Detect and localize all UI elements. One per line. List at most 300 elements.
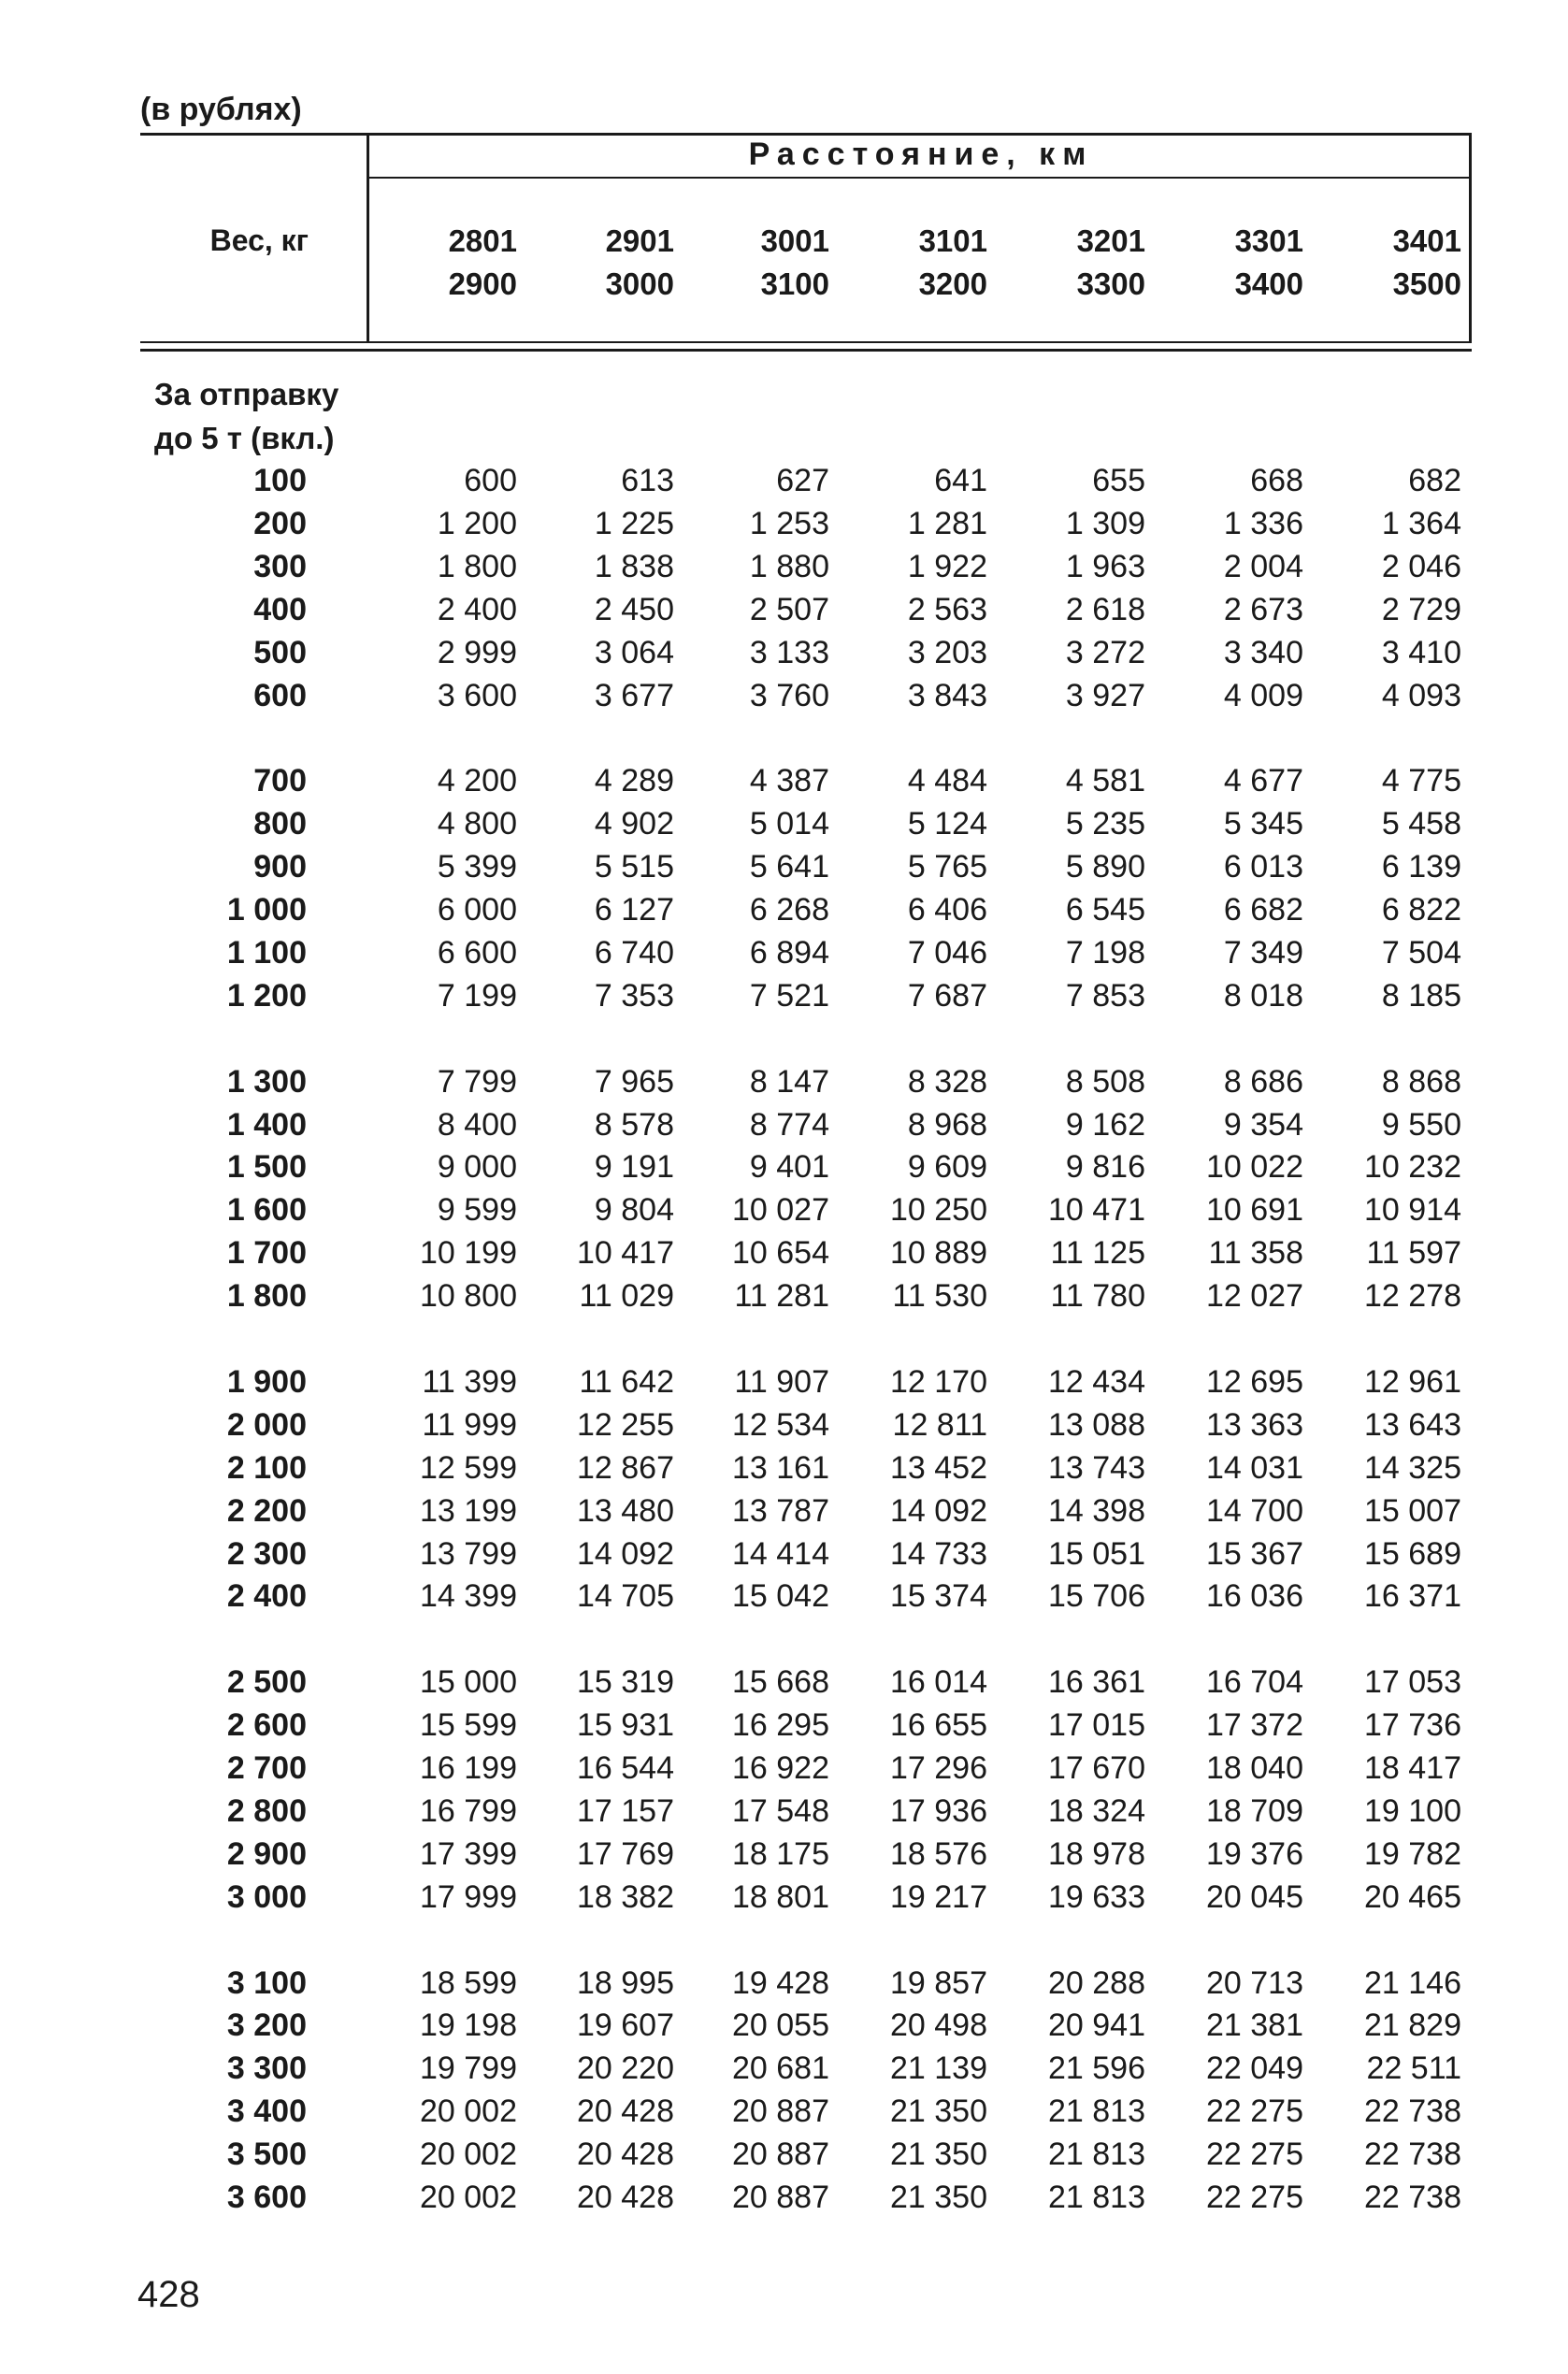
tariff-cell: 5 641 bbox=[749, 849, 829, 885]
distance-range-from: 3001 bbox=[760, 223, 829, 258]
section-label-line-2: до 5 т (вкл.) bbox=[154, 421, 335, 455]
tariff-cell: 8 686 bbox=[1223, 1063, 1303, 1100]
tariff-cell: 21 350 bbox=[890, 2137, 987, 2173]
tariff-cell: 20 428 bbox=[577, 2180, 674, 2215]
tariff-cell: 21 813 bbox=[1048, 2093, 1145, 2130]
tariff-cell: 8 328 bbox=[907, 1063, 987, 1100]
tariff-cell: 19 799 bbox=[420, 2050, 517, 2087]
tariff-cell: 1 309 bbox=[1065, 505, 1145, 541]
tariff-cell: 641 bbox=[934, 463, 987, 498]
tariff-cell: 14 092 bbox=[890, 1492, 987, 1529]
tariff-cell: 4 200 bbox=[437, 763, 517, 799]
tariff-cell: 15 042 bbox=[732, 1578, 829, 1615]
distance-range-from: 3101 bbox=[918, 223, 987, 258]
tariff-cell: 14 325 bbox=[1364, 1449, 1461, 1486]
tariff-cell: 21 381 bbox=[1206, 2007, 1303, 2044]
tariff-cell: 15 319 bbox=[577, 1664, 674, 1701]
tariff-cell: 12 027 bbox=[1206, 1278, 1303, 1315]
tariff-cell: 4 902 bbox=[594, 806, 674, 842]
weight-cell: 300 bbox=[253, 548, 307, 584]
weight-cell: 2 100 bbox=[226, 1449, 307, 1486]
tariff-cell: 22 049 bbox=[1206, 2050, 1303, 2087]
tariff-cell: 17 399 bbox=[420, 1835, 517, 1872]
tariff-cell: 1 963 bbox=[1065, 548, 1145, 584]
weight-cell: 3 100 bbox=[226, 1964, 307, 2001]
tariff-cell: 15 706 bbox=[1048, 1578, 1145, 1615]
tariff-cell: 15 007 bbox=[1364, 1492, 1461, 1529]
tariff-cell: 20 002 bbox=[420, 2137, 517, 2173]
distance-range-to: 2900 bbox=[448, 266, 517, 301]
tariff-cell: 5 235 bbox=[1065, 806, 1145, 842]
tariff-cell: 8 508 bbox=[1065, 1063, 1145, 1100]
tariff-cell: 20 055 bbox=[732, 2007, 829, 2044]
distance-range-to: 3500 bbox=[1392, 266, 1461, 301]
tariff-cell: 1 336 bbox=[1223, 505, 1303, 541]
weight-cell: 600 bbox=[253, 677, 307, 713]
tariff-cell: 22 738 bbox=[1364, 2093, 1461, 2130]
tariff-cell: 5 399 bbox=[437, 849, 517, 885]
tariff-cell: 20 002 bbox=[420, 2180, 517, 2215]
tariff-cell: 2 046 bbox=[1381, 548, 1461, 584]
tariff-cell: 3 064 bbox=[594, 634, 674, 670]
tariff-cell: 13 787 bbox=[732, 1492, 829, 1529]
distance-range-header bbox=[1144, 220, 1303, 306]
tariff-cell: 2 618 bbox=[1065, 591, 1145, 627]
weight-cell: 2 900 bbox=[226, 1835, 307, 1872]
weight-header: Вес, кг bbox=[209, 223, 309, 257]
tariff-cell: 7 853 bbox=[1065, 977, 1145, 1014]
tariff-cell: 7 353 bbox=[594, 977, 674, 1014]
weight-cell: 3 200 bbox=[226, 2007, 307, 2044]
tariff-cell: 16 036 bbox=[1206, 1578, 1303, 1615]
tariff-cell: 19 376 bbox=[1206, 1835, 1303, 1872]
tariff-cell: 19 857 bbox=[890, 1964, 987, 2001]
tariff-cell: 6 740 bbox=[594, 934, 674, 971]
tariff-cell: 5 890 bbox=[1065, 849, 1145, 885]
tariff-cell: 7 687 bbox=[907, 977, 987, 1014]
tariff-cell: 9 354 bbox=[1223, 1106, 1303, 1143]
tariff-cell: 8 578 bbox=[594, 1106, 674, 1143]
tariff-cell: 17 769 bbox=[577, 1835, 674, 1872]
weight-cell: 1 200 bbox=[226, 977, 307, 1014]
tariff-cell: 12 811 bbox=[892, 1406, 987, 1443]
tariff-cell: 6 822 bbox=[1381, 892, 1461, 928]
tariff-cell: 16 199 bbox=[420, 1750, 517, 1786]
unit-note: (в рублях) bbox=[140, 92, 302, 127]
tariff-cell: 682 bbox=[1408, 463, 1461, 498]
weight-cell: 2 200 bbox=[226, 1492, 307, 1529]
tariff-cell: 2 400 bbox=[437, 591, 517, 627]
tariff-cell: 10 691 bbox=[1206, 1192, 1303, 1229]
tariff-cell: 4 387 bbox=[749, 763, 829, 799]
tariff-cell: 17 999 bbox=[420, 1878, 517, 1915]
weight-cell: 2 600 bbox=[226, 1707, 307, 1744]
weight-cell: 3 300 bbox=[226, 2050, 307, 2087]
tariff-cell: 8 018 bbox=[1223, 977, 1303, 1014]
tariff-cell: 21 829 bbox=[1364, 2007, 1461, 2044]
tariff-cell: 19 782 bbox=[1364, 1835, 1461, 1872]
tariff-cell: 18 801 bbox=[732, 1878, 829, 1915]
header-top-rule bbox=[140, 133, 1472, 136]
tariff-cell: 12 255 bbox=[577, 1406, 674, 1443]
distance-range-to: 3200 bbox=[918, 266, 987, 301]
tariff-cell: 4 677 bbox=[1223, 763, 1303, 799]
tariff-cell: 10 417 bbox=[577, 1235, 674, 1272]
tariff-cell: 20 428 bbox=[577, 2093, 674, 2130]
tariff-cell: 22 738 bbox=[1364, 2180, 1461, 2215]
tariff-cell: 20 045 bbox=[1206, 1878, 1303, 1915]
tariff-cell: 22 275 bbox=[1206, 2137, 1303, 2173]
tariff-cell: 8 147 bbox=[749, 1063, 829, 1100]
tariff-cell: 13 452 bbox=[890, 1449, 987, 1486]
tariff-cell: 9 609 bbox=[907, 1149, 987, 1186]
tariff-cell: 1 922 bbox=[907, 548, 987, 584]
distance-range-to: 3000 bbox=[605, 266, 674, 301]
tariff-cell: 21 813 bbox=[1048, 2180, 1145, 2215]
tariff-cell: 17 670 bbox=[1048, 1750, 1145, 1786]
page-number: 428 bbox=[137, 2274, 200, 2315]
tariff-cell: 20 465 bbox=[1364, 1878, 1461, 1915]
tariff-cell: 15 000 bbox=[420, 1664, 517, 1701]
tariff-cell: 9 000 bbox=[437, 1149, 517, 1186]
tariff-cell: 4 581 bbox=[1065, 763, 1145, 799]
weight-cell: 1 300 bbox=[226, 1063, 307, 1100]
tariff-cell: 18 599 bbox=[420, 1964, 517, 2001]
tariff-cell: 11 999 bbox=[422, 1406, 517, 1443]
tariff-cell: 7 198 bbox=[1065, 934, 1145, 971]
tariff-cell: 18 040 bbox=[1206, 1750, 1303, 1786]
tariff-cell: 9 191 bbox=[594, 1149, 674, 1186]
tariff-cell: 8 774 bbox=[749, 1106, 829, 1143]
tariff-cell: 20 428 bbox=[577, 2137, 674, 2173]
tariff-cell: 1 364 bbox=[1381, 505, 1461, 541]
tariff-cell: 14 031 bbox=[1206, 1449, 1303, 1486]
tariff-cell: 3 133 bbox=[749, 634, 829, 670]
distance-range-header bbox=[670, 220, 829, 306]
tariff-cell: 13 480 bbox=[577, 1492, 674, 1529]
tariff-cell: 18 417 bbox=[1364, 1750, 1461, 1786]
tariff-cell: 4 093 bbox=[1381, 677, 1461, 713]
weight-cell: 1 400 bbox=[226, 1106, 307, 1143]
tariff-cell: 21 146 bbox=[1364, 1964, 1461, 2001]
tariff-cell: 16 361 bbox=[1048, 1664, 1145, 1701]
tariff-cell: 18 709 bbox=[1206, 1792, 1303, 1829]
weight-cell: 800 bbox=[253, 806, 307, 842]
tariff-cell: 16 014 bbox=[890, 1664, 987, 1701]
tariff-cell: 16 655 bbox=[890, 1707, 987, 1744]
tariff-cell: 16 295 bbox=[732, 1707, 829, 1744]
tariff-cell: 19 428 bbox=[732, 1964, 829, 2001]
tariff-cell: 12 599 bbox=[420, 1449, 517, 1486]
tariff-cell: 21 350 bbox=[890, 2093, 987, 2130]
header-bottom-rule-1 bbox=[140, 341, 1472, 343]
tariff-cell: 11 907 bbox=[734, 1363, 829, 1400]
tariff-cell: 16 371 bbox=[1364, 1578, 1461, 1615]
tariff-cell: 655 bbox=[1092, 463, 1145, 498]
tariff-cell: 22 511 bbox=[1366, 2050, 1461, 2087]
tariff-cell: 9 804 bbox=[594, 1192, 674, 1229]
weight-cell: 200 bbox=[253, 505, 307, 541]
tariff-cell: 17 296 bbox=[890, 1750, 987, 1786]
tariff-cell: 17 736 bbox=[1364, 1707, 1461, 1744]
tariff-cell: 3 677 bbox=[594, 677, 674, 713]
tariff-cell: 10 199 bbox=[420, 1235, 517, 1272]
tariff-cell: 1 200 bbox=[437, 505, 517, 541]
tariff-cell: 11 029 bbox=[579, 1278, 674, 1315]
weight-cell: 500 bbox=[253, 634, 307, 670]
tariff-cell: 12 170 bbox=[890, 1363, 987, 1400]
distance-range-to: 3300 bbox=[1076, 266, 1145, 301]
tariff-cell: 8 185 bbox=[1381, 977, 1461, 1014]
tariff-cell: 2 729 bbox=[1381, 591, 1461, 627]
weight-cell: 2 400 bbox=[226, 1578, 307, 1615]
tariff-cell: 18 978 bbox=[1048, 1835, 1145, 1872]
tariff-cell: 17 157 bbox=[577, 1792, 674, 1829]
tariff-cell: 11 358 bbox=[1208, 1235, 1303, 1272]
weight-cell: 2 700 bbox=[226, 1750, 307, 1786]
tariff-cell: 668 bbox=[1250, 463, 1303, 498]
tariff-cell: 20 941 bbox=[1048, 2007, 1145, 2044]
tariff-cell: 18 382 bbox=[577, 1878, 674, 1915]
weight-cell: 3 500 bbox=[226, 2137, 307, 2173]
tariff-cell: 12 278 bbox=[1364, 1278, 1461, 1315]
tariff-cell: 3 927 bbox=[1065, 677, 1145, 713]
tariff-cell: 600 bbox=[464, 463, 517, 498]
tariff-cell: 18 175 bbox=[732, 1835, 829, 1872]
tariff-cell: 3 760 bbox=[749, 677, 829, 713]
tariff-cell: 6 406 bbox=[907, 892, 987, 928]
tariff-cell: 7 199 bbox=[437, 977, 517, 1014]
tariff-cell: 13 643 bbox=[1364, 1406, 1461, 1443]
distance-range-header bbox=[515, 220, 674, 306]
tariff-cell: 18 324 bbox=[1048, 1792, 1145, 1829]
tariff-cell: 19 607 bbox=[577, 2007, 674, 2044]
tariff-cell: 7 521 bbox=[749, 977, 829, 1014]
tariff-cell: 16 922 bbox=[732, 1750, 829, 1786]
distance-title: Расстояние, км bbox=[748, 137, 1094, 172]
distance-range-header bbox=[358, 220, 517, 306]
tariff-cell: 20 681 bbox=[732, 2050, 829, 2087]
tariff-cell: 14 705 bbox=[577, 1578, 674, 1615]
distance-range-header bbox=[828, 220, 987, 306]
tariff-cell: 13 363 bbox=[1206, 1406, 1303, 1443]
weight-cell: 2 300 bbox=[226, 1535, 307, 1572]
weight-cell: 2 000 bbox=[226, 1406, 307, 1443]
weight-cell: 3 000 bbox=[226, 1878, 307, 1915]
tariff-cell: 2 673 bbox=[1223, 591, 1303, 627]
weight-cell: 1 000 bbox=[226, 892, 307, 928]
tariff-cell: 12 695 bbox=[1206, 1363, 1303, 1400]
tariff-cell: 19 198 bbox=[420, 2007, 517, 2044]
tariff-cell: 20 887 bbox=[732, 2137, 829, 2173]
weight-cell: 700 bbox=[253, 763, 307, 799]
weight-cell: 100 bbox=[253, 463, 307, 498]
tariff-cell: 21 813 bbox=[1048, 2137, 1145, 2173]
tariff-cell: 6 139 bbox=[1381, 849, 1461, 885]
tariff-cell: 6 545 bbox=[1065, 892, 1145, 928]
distance-range-from: 3201 bbox=[1076, 223, 1145, 258]
tariff-cell: 5 345 bbox=[1223, 806, 1303, 842]
tariff-cell: 19 633 bbox=[1048, 1878, 1145, 1915]
tariff-cell: 16 544 bbox=[577, 1750, 674, 1786]
tariff-cell: 5 014 bbox=[749, 806, 829, 842]
tariff-cell: 6 013 bbox=[1223, 849, 1303, 885]
tariff-cell: 9 816 bbox=[1065, 1149, 1145, 1186]
tariff-cell: 5 765 bbox=[907, 849, 987, 885]
tariff-cell: 14 700 bbox=[1206, 1492, 1303, 1529]
distance-range-header bbox=[986, 220, 1145, 306]
tariff-cell: 1 281 bbox=[907, 505, 987, 541]
tariff-cell: 2 999 bbox=[437, 634, 517, 670]
tariff-cell: 10 654 bbox=[732, 1235, 829, 1272]
tariff-cell: 11 125 bbox=[1050, 1235, 1145, 1272]
tariff-cell: 8 868 bbox=[1381, 1063, 1461, 1100]
tariff-cell: 5 124 bbox=[907, 806, 987, 842]
tariff-cell: 2 450 bbox=[594, 591, 674, 627]
tariff-cell: 12 434 bbox=[1048, 1363, 1145, 1400]
tariff-cell: 17 015 bbox=[1048, 1707, 1145, 1744]
tariff-cell: 1 253 bbox=[749, 505, 829, 541]
tariff-cell: 3 843 bbox=[907, 677, 987, 713]
tariff-cell: 2 507 bbox=[749, 591, 829, 627]
tariff-cell: 4 009 bbox=[1223, 677, 1303, 713]
tariff-cell: 5 515 bbox=[594, 849, 674, 885]
weight-cell: 1 500 bbox=[226, 1149, 307, 1186]
tariff-cell: 10 471 bbox=[1048, 1192, 1145, 1229]
tariff-cell: 613 bbox=[621, 463, 674, 498]
tariff-cell: 22 275 bbox=[1206, 2093, 1303, 2130]
tariff-cell: 6 268 bbox=[749, 892, 829, 928]
tariff-cell: 19 217 bbox=[890, 1878, 987, 1915]
tariff-cell: 20 002 bbox=[420, 2093, 517, 2130]
tariff-cell: 12 961 bbox=[1364, 1363, 1461, 1400]
tariff-cell: 15 668 bbox=[732, 1664, 829, 1701]
tariff-cell: 17 053 bbox=[1364, 1664, 1461, 1701]
tariff-cell: 11 642 bbox=[579, 1363, 674, 1400]
weight-cell: 1 800 bbox=[226, 1278, 307, 1315]
distance-range-from: 2901 bbox=[605, 223, 674, 258]
tariff-cell: 20 713 bbox=[1206, 1964, 1303, 2001]
tariff-cell: 15 931 bbox=[577, 1707, 674, 1744]
tariff-cell: 20 498 bbox=[890, 2007, 987, 2044]
tariff-cell: 1 880 bbox=[749, 548, 829, 584]
tariff-cell: 4 775 bbox=[1381, 763, 1461, 799]
tariff-cell: 7 799 bbox=[437, 1063, 517, 1100]
weight-cell: 3 400 bbox=[226, 2093, 307, 2130]
tariff-cell: 3 410 bbox=[1381, 634, 1461, 670]
tariff-cell: 11 399 bbox=[422, 1363, 517, 1400]
tariff-cell: 3 340 bbox=[1223, 634, 1303, 670]
tariff-cell: 21 350 bbox=[890, 2180, 987, 2215]
tariff-cell: 17 372 bbox=[1206, 1707, 1303, 1744]
tariff-cell: 16 799 bbox=[420, 1792, 517, 1829]
tariff-cell: 20 887 bbox=[732, 2093, 829, 2130]
tariff-cell: 13 161 bbox=[732, 1449, 829, 1486]
weight-cell: 1 700 bbox=[226, 1235, 307, 1272]
tariff-cell: 10 022 bbox=[1206, 1149, 1303, 1186]
tariff-cell: 18 576 bbox=[890, 1835, 987, 1872]
tariff-cell: 11 281 bbox=[734, 1278, 829, 1315]
tariff-cell: 15 374 bbox=[890, 1578, 987, 1615]
tariff-cell: 6 682 bbox=[1223, 892, 1303, 928]
tariff-cell: 14 399 bbox=[420, 1578, 517, 1615]
tariff-cell: 7 046 bbox=[907, 934, 987, 971]
weight-cell: 1 900 bbox=[226, 1363, 307, 1400]
weight-cell: 3 600 bbox=[226, 2180, 307, 2215]
tariff-cell: 12 867 bbox=[577, 1449, 674, 1486]
tariff-cell: 11 780 bbox=[1050, 1278, 1145, 1315]
section-label-line-1: За отправку bbox=[154, 377, 339, 411]
tariff-cell: 10 027 bbox=[732, 1192, 829, 1229]
tariff-cell: 19 100 bbox=[1364, 1792, 1461, 1829]
tariff-cell: 9 401 bbox=[749, 1149, 829, 1186]
header-bottom-rule-2 bbox=[140, 349, 1472, 352]
tariff-cell: 6 600 bbox=[437, 934, 517, 971]
tariff-cell: 4 484 bbox=[907, 763, 987, 799]
tariff-cell: 9 550 bbox=[1381, 1106, 1461, 1143]
tariff-cell: 8 400 bbox=[437, 1106, 517, 1143]
tariff-cell: 11 597 bbox=[1366, 1235, 1461, 1272]
weight-cell: 400 bbox=[253, 591, 307, 627]
tariff-cell: 4 289 bbox=[594, 763, 674, 799]
tariff-cell: 9 599 bbox=[437, 1192, 517, 1229]
tariff-cell: 6 894 bbox=[749, 934, 829, 971]
tariff-cell: 627 bbox=[776, 463, 829, 498]
tariff-cell: 3 203 bbox=[907, 634, 987, 670]
tariff-cell: 22 275 bbox=[1206, 2180, 1303, 2215]
weight-cell: 2 800 bbox=[226, 1792, 307, 1829]
tariff-cell: 14 092 bbox=[577, 1535, 674, 1572]
tariff-cell: 10 889 bbox=[890, 1235, 987, 1272]
tariff-cell: 22 738 bbox=[1364, 2137, 1461, 2173]
tariff-cell: 13 088 bbox=[1048, 1406, 1145, 1443]
tariff-cell: 13 799 bbox=[420, 1535, 517, 1572]
tariff-cell: 13 199 bbox=[420, 1492, 517, 1529]
tariff-cell: 2 563 bbox=[907, 591, 987, 627]
tariff-cell: 15 051 bbox=[1048, 1535, 1145, 1572]
tariff-cell: 2 004 bbox=[1223, 548, 1303, 584]
tariff-cell: 10 250 bbox=[890, 1192, 987, 1229]
tariff-cell: 10 914 bbox=[1364, 1192, 1461, 1229]
tariff-cell: 15 599 bbox=[420, 1707, 517, 1744]
tariff-cell: 16 704 bbox=[1206, 1664, 1303, 1701]
tariff-cell: 5 458 bbox=[1381, 806, 1461, 842]
tariff-cell: 6 000 bbox=[437, 892, 517, 928]
tariff-cell: 1 838 bbox=[594, 548, 674, 584]
tariff-cell: 14 414 bbox=[732, 1535, 829, 1572]
tariff-cell: 6 127 bbox=[594, 892, 674, 928]
tariff-cell: 15 367 bbox=[1206, 1535, 1303, 1572]
weight-cell: 2 500 bbox=[226, 1664, 307, 1701]
tariff-cell: 17 936 bbox=[890, 1792, 987, 1829]
tariff-cell: 9 162 bbox=[1065, 1106, 1145, 1143]
distance-title-rule bbox=[368, 177, 1471, 179]
tariff-cell: 10 232 bbox=[1364, 1149, 1461, 1186]
distance-range-to: 3100 bbox=[760, 266, 829, 301]
tariff-cell: 17 548 bbox=[732, 1792, 829, 1829]
tariff-cell: 7 965 bbox=[594, 1063, 674, 1100]
distance-range-from: 3301 bbox=[1234, 223, 1303, 258]
tariff-cell: 21 596 bbox=[1048, 2050, 1145, 2087]
tariff-cell: 18 995 bbox=[577, 1964, 674, 2001]
tariff-cell: 14 398 bbox=[1048, 1492, 1145, 1529]
weight-cell: 1 100 bbox=[226, 934, 307, 971]
tariff-cell: 20 887 bbox=[732, 2180, 829, 2215]
tariff-cell: 10 800 bbox=[420, 1278, 517, 1315]
tariff-cell: 1 800 bbox=[437, 548, 517, 584]
tariff-cell: 20 288 bbox=[1048, 1964, 1145, 2001]
tariff-cell: 11 530 bbox=[892, 1278, 987, 1315]
